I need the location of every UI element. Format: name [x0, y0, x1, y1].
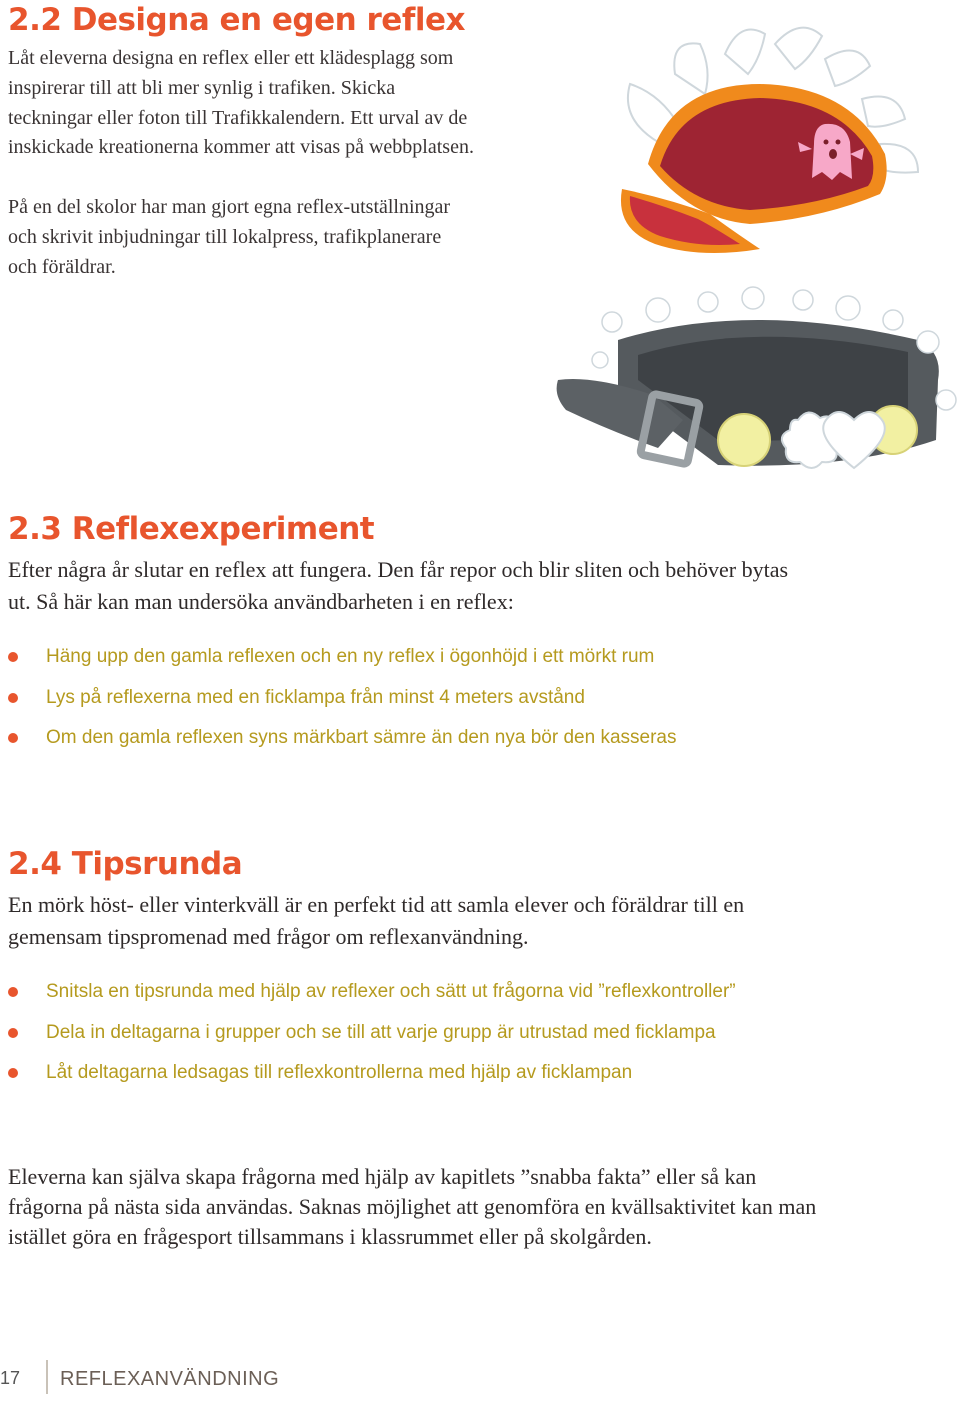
- list-item-text: Lys på reflexerna med en ficklampa från minst 4 meters avstånd: [46, 686, 585, 708]
- footer-section-title: REFLEXANVÄNDNING: [60, 1368, 280, 1390]
- section-2-2: [8, 0, 478, 283]
- yellow-reflector: [718, 414, 770, 466]
- paragraph: Efter några år slutar en reflex att fungera. Den får repor och blir sliten och behöver bytas ut. Så här kan man undersöka användbarheten i en reflex:: [8, 557, 789, 614]
- page-number: 17: [0, 1368, 21, 1388]
- list-item: [8, 718, 808, 759]
- section-title: Reflexexperiment: [71, 511, 375, 547]
- list-item-text: Häng upp den gamla reflexen och en ny reflex i ögonhöjd i ett mörkt rum: [46, 646, 655, 668]
- list-item-text: Dela in deltagarna i grupper och se till att varje grupp är utrustad med ficklampa: [46, 1021, 716, 1043]
- list-item: [8, 637, 808, 678]
- section-number: 2.3: [8, 511, 62, 547]
- list-item: [8, 678, 808, 719]
- list-item: [8, 1013, 828, 1054]
- bullet-list: [8, 972, 828, 1094]
- bullet-list: [8, 637, 808, 759]
- bullet-dot: [8, 733, 18, 743]
- bullet-dot: [8, 652, 18, 662]
- reflective-cap-illustration: [600, 14, 940, 264]
- section-title: Designa en egen reflex: [71, 2, 465, 38]
- section-number: 2.2: [8, 2, 62, 38]
- bullet-dot: [8, 1028, 18, 1038]
- section-heading: [8, 0, 478, 40]
- section-heading: [8, 843, 828, 885]
- page-footer: [0, 1360, 400, 1394]
- list-item-text: Snitsla en tipsrunda med hjälp av reflexer och sätt ut frågorna vid ”reflexkontroller”: [46, 981, 736, 1003]
- section-number: 2.4: [8, 846, 62, 882]
- closing-paragraph: Eleverna kan själva skapa frågorna med hjälp av kapitlets ”snabba fakta” eller så kan frågorna på nästa sida användas. Saknas möjlighet att genomföra en kvällsaktivitet kan man istället göra en frågesport tillsammans i klassrummet eller på skolgården.: [8, 1163, 817, 1249]
- list-item: [8, 1053, 828, 1094]
- paragraph: Låt eleverna designa en reflex eller ett klädesplagg som inspirerar till att bli mer synlig i trafiken. Skicka teckningar eller foton till Trafikkalendern. Ett urval av de inskickade kreationerna kommer att visas på webbplatsen.: [8, 47, 474, 159]
- section-2-4: [8, 843, 828, 1252]
- bullet-dot: [8, 987, 18, 997]
- paragraph: En mörk höst- eller vinterkväll är en perfekt tid att samla elever och föräldrar till en gemensam tipspromenad med frågor om reflexanvändning.: [8, 892, 745, 949]
- section-heading: [8, 508, 808, 550]
- bullet-dot: [8, 693, 18, 703]
- reflective-belt-illustration: [548, 280, 960, 495]
- bullet-dot: [8, 1068, 18, 1078]
- paragraph: På en del skolor har man gjort egna reflex-utställningar och skrivit inbjudningar till lokalpress, trafikplanerare och föräldrar.: [8, 196, 451, 278]
- list-item-text: Låt deltagarna ledsagas till reflexkontrollerna med hjälp av ficklampan: [46, 1062, 633, 1084]
- section-2-3: [8, 508, 808, 759]
- section-title: Tipsrunda: [71, 846, 243, 882]
- list-item: [8, 972, 828, 1013]
- footer-divider: [46, 1360, 48, 1394]
- list-item-text: Om den gamla reflexen syns märkbart sämre än den nya bör den kasseras: [46, 727, 677, 749]
